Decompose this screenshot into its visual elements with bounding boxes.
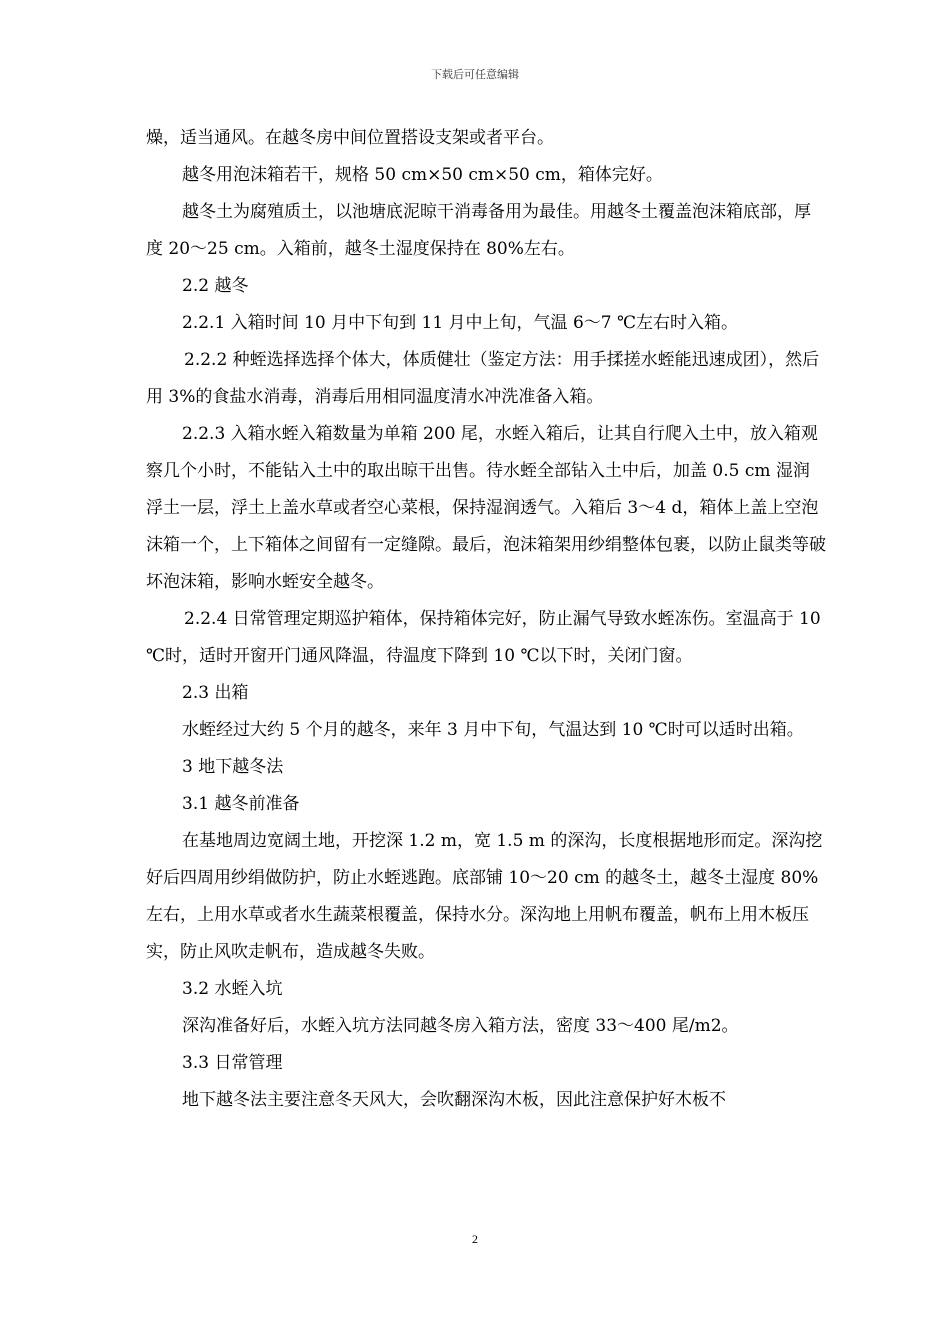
heading-2-2: 2.2 越冬 <box>182 276 249 296</box>
paragraph-wintering-soil: 越冬土为腐殖质土，以池塘底泥晾干消毒备用为最佳。用越冬土覆盖泡沫箱底部，厚度 20～25 cm。入箱前，越冬土湿度保持在 80%左右。 <box>146 202 811 259</box>
paragraph-into-pit: 深沟准备好后，水蛭入坑方法同越冬房入箱方法，密度 33～400 尾/m2。 <box>182 1016 739 1036</box>
heading-3-3: 3.3 日常管理 <box>182 1053 283 1073</box>
page-number: 2 <box>472 1232 478 1246</box>
document-body <box>146 120 826 1119</box>
page-header: 下载后可任意编辑 <box>431 68 519 81</box>
heading-2-3: 2.3 出箱 <box>182 683 249 703</box>
paragraph-foam-boxes: 越冬用泡沫箱若干，规格 50 cm×50 cm×50 cm，箱体完好。 <box>182 165 663 185</box>
heading-3-1: 3.1 越冬前准备 <box>182 794 300 814</box>
paragraph-daily-management: 地下越冬法主要注意冬天风大，会吹翻深沟木板，因此注意保护好木板不 <box>182 1090 726 1110</box>
paragraph-trench-prep: 在基地周边宽阔土地，开挖深 1.2 m，宽 1.5 m 的深沟，长度根据地形而定。深沟挖好后四周用纱绢做防护，防止水蛭逃跑。底部铺 10～20 cm 的越冬土，越冬土湿度 80%左右，上用水草或者水生蔬菜根覆盖，保持水分。深沟地上用帆布覆盖，帆布上用木板压实，防止风吹走帆布，造成越冬失败。 <box>146 831 823 962</box>
paragraph-2-2-3: 2.2.3 入箱水蛭入箱数量为单箱 200 尾，水蛭入箱后，让其自行爬入土中，放入箱观察几个小时，不能钻入土中的取出晾干出售。待水蛭全部钻入土中后，加盖 0.5 cm 湿润浮土一层，浮土上盖水草或者空心菜根，保持湿润透气。入箱后 3～4 d，箱体上盖上空泡沫箱一个，上下箱体之间留有一定缝隙。最后，泡沫箱架用纱绢整体包裹，以防止鼠类等破坏泡沫箱，影响水蛭安全越冬。 <box>146 424 826 592</box>
paragraph-continuation: 燥，适当通风。在越冬房中间位置搭设支架或者平台。 <box>146 128 554 148</box>
heading-3-2: 3.2 水蛭入坑 <box>182 979 283 999</box>
paragraph-2-2-4: 2.2.4 日常管理定期巡护箱体，保持箱体完好，防止漏气导致水蛭冻伤。室温高于 10 ℃时，适时开窗开门通风降温，待温度下降到 10 ℃以下时，关闭门窗。 <box>146 609 821 666</box>
paragraph-2-2-2: 2.2.2 种蛭选择选择个体大，体质健壮（鉴定方法：用手揉搓水蛭能迅速成团），然后用 3%的食盐水消毒，消毒后用相同温度清水冲洗准备入箱。 <box>146 350 820 407</box>
paragraph-out-of-box: 水蛭经过大约 5 个月的越冬，来年 3 月中下旬，气温达到 10 ℃时可以适时出箱。 <box>182 720 804 740</box>
paragraph-2-2-1: 2.2.1 入箱时间 10 月中下旬到 11 月中上旬，气温 6～7 ℃左右时入箱。 <box>182 313 738 333</box>
heading-3: 3 地下越冬法 <box>182 757 284 777</box>
